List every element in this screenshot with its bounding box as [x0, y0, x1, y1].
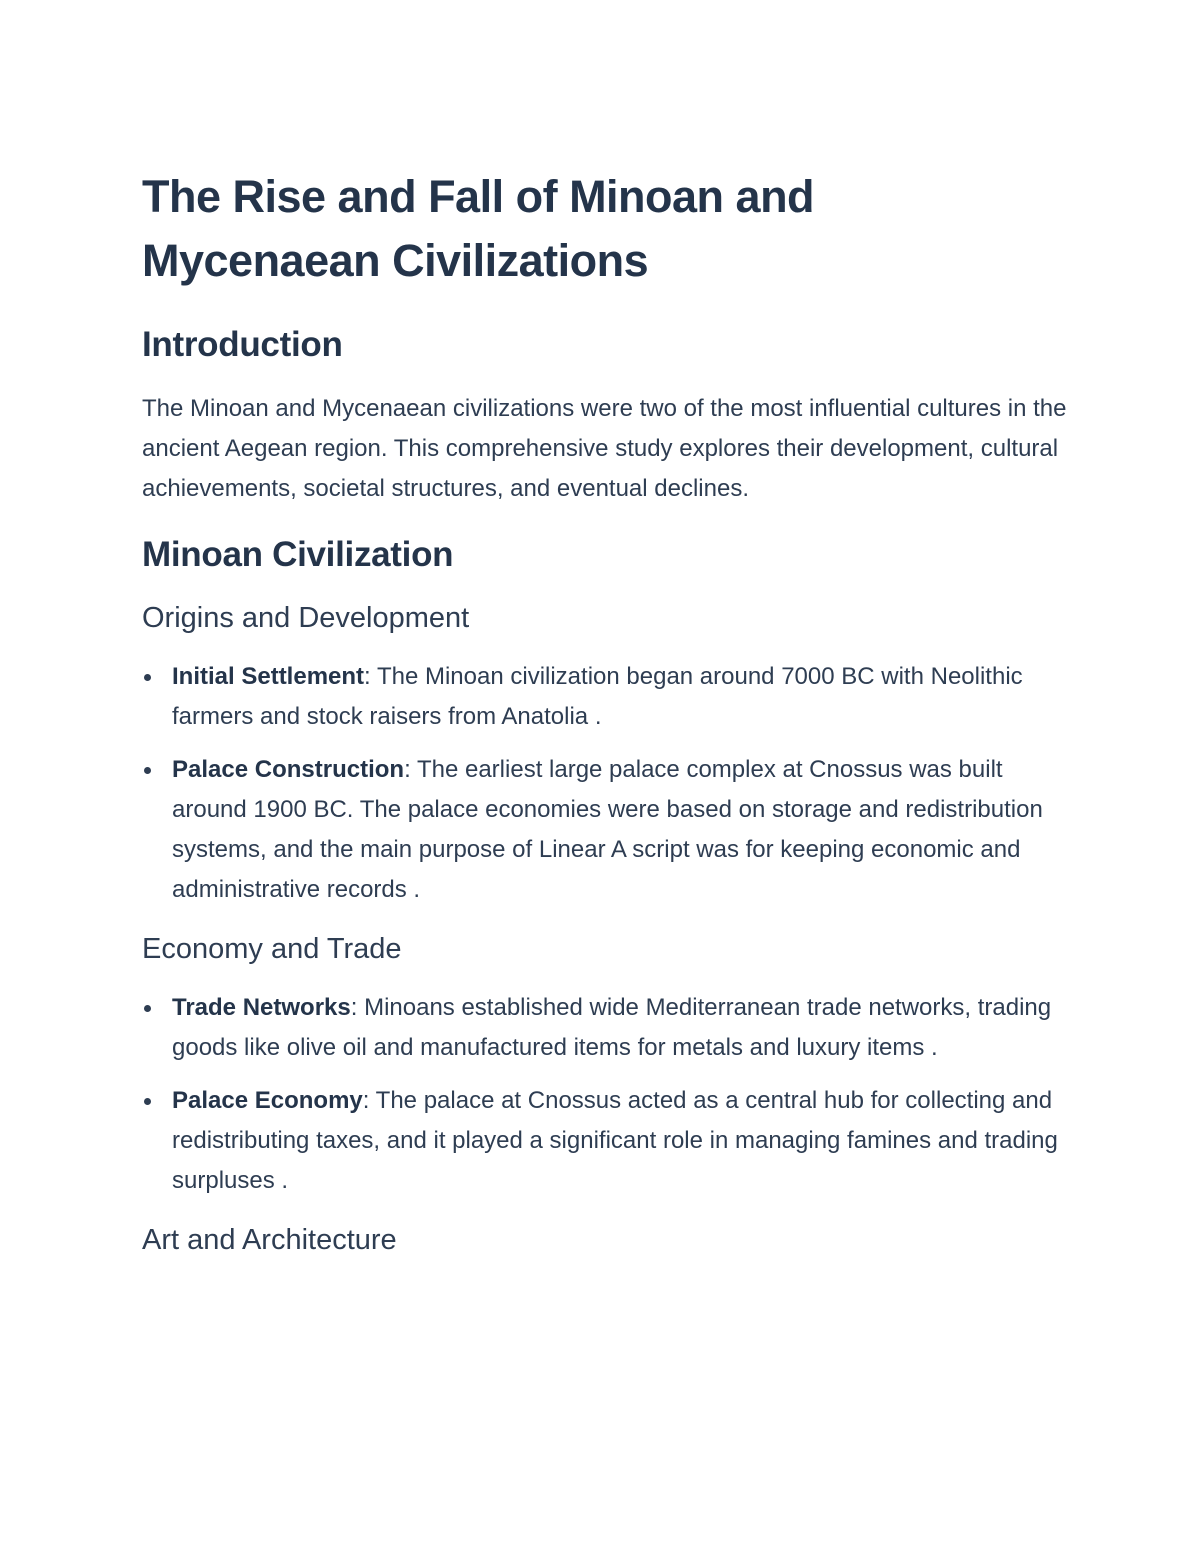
list-item-text: : The Minoan civilization began around 7000 BC with Neolithic farmers and stock raisers from Anatolia . — [172, 663, 1023, 730]
list-item-text: : The palace at Cnossus acted as a central hub for collecting and redistributing taxes, and it played a significant role in managing famines and trading surpluses . — [172, 1087, 1058, 1194]
bullet-icon — [144, 674, 151, 681]
list-item — [142, 657, 1067, 737]
bullet-icon — [144, 1098, 151, 1105]
list-item-term: Palace Economy — [172, 1087, 363, 1114]
intro-paragraph: The Minoan and Mycenaean civilizations were two of the most influential cultures in the ancient Aegean region. This comprehensive study explores their development, cultural achievements, societal structures, and eventual declines. — [142, 395, 1067, 502]
list-item-text: : The earliest large palace complex at Cnossus was built around 1900 BC. The palace economies were based on storage and redistribution systems, and the main purpose of Linear A script was for keeping economic and administrative records . — [172, 756, 1043, 903]
list-item-term: Palace Construction — [172, 756, 405, 783]
list-item — [142, 750, 1067, 910]
list-item-term: Trade Networks — [172, 994, 351, 1021]
subsection-heading-art: Art and Architecture — [142, 1224, 397, 1256]
bullet-icon — [144, 1005, 151, 1012]
bullet-icon — [144, 767, 151, 774]
list-item — [142, 1081, 1067, 1201]
list-item-text: : Minoans established wide Mediterranean trade networks, trading goods like olive oil and manufactured items for metals and luxury items . — [172, 994, 1052, 1061]
subsection-heading-economy: Economy and Trade — [142, 933, 402, 965]
document-title: The Rise and Fall of Minoan and Mycenaean Civilizations — [142, 171, 815, 286]
list-item-term: Initial Settlement — [172, 663, 365, 690]
origins-list — [142, 657, 1067, 910]
list-item — [142, 988, 1067, 1068]
subsection-heading-origins: Origins and Development — [142, 602, 470, 634]
section-heading-introduction: Introduction — [142, 325, 343, 364]
section-heading-minoan: Minoan Civilization — [142, 535, 454, 574]
document-page — [142, 165, 1067, 1259]
economy-list — [142, 988, 1067, 1201]
